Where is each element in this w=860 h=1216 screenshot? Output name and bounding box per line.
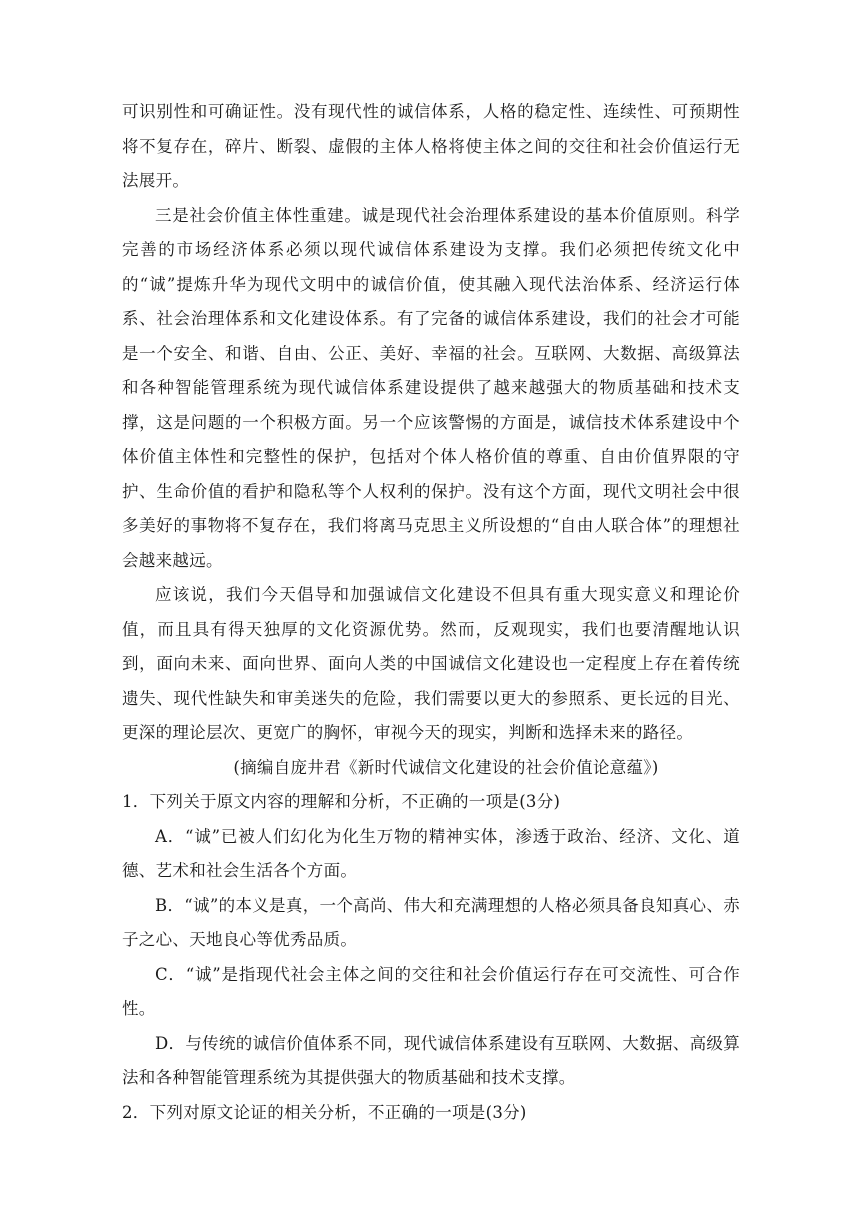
question-1-option-b: B．“诚”的本义是真，一个高尚、伟大和充满理想的人格必须具备良知真心、赤子之心、天地良心等优秀品质。 bbox=[122, 895, 740, 949]
question-1-option-d: D．与传统的诚信价值体系不同，现代诚信体系建设有互联网、大数据、高级算法和各种智能管理系统为其提供强大的物质基础和技术支撑。 bbox=[122, 1033, 740, 1087]
article-source: (摘编自庞井君《新时代诚信文化建设的社会价值论意蕴》) bbox=[233, 757, 659, 777]
question-1-option-a: A．“诚”已被人们幻化为化生万物的精神实体，渗透于政治、经济、文化、道德、艺术和社会生活各个方面。 bbox=[122, 826, 740, 880]
document-body bbox=[122, 95, 740, 1130]
question-1-option-c: C．“诚”是指现代社会主体之间的交往和社会价值运行存在可交流性、可合作性。 bbox=[122, 964, 740, 1018]
article-paragraph-2: 三是社会价值主体性重建。诚是现代社会治理体系建设的基本价值原则。科学完善的市场经济体系必须以现代诚信体系建设为支撑。我们必须把传统文化中的“诚”提炼升华为现代文明中的诚信价值，使其融入现代法治体系、经济运行体系、社会治理体系和文化建设体系。有了完备的诚信体系建设，我们的社会才可能是一个安全、和谐、自由、公正、美好、幸福的社会。互联网、大数据、高级算法和各种智能管理系统为现代诚信体系建设提供了越来越强大的物质基础和技术支撑，这是问题的一个积极方面。另一个应该警惕的方面是，诚信技术体系建设中个体价值主体性和完整性的保护，包括对个体人格价值的尊重、自由价值界限的守护、生命价值的看护和隐私等个人权利的保护。没有这个方面，现代文明社会中很多美好的事物将不复存在，我们将离马克思主义所设想的“自由人联合体”的理想社会越来越远。 bbox=[122, 205, 740, 570]
question-2-stem: 2．下列对原文论证的相关分析，不正确的一项是(3分) bbox=[122, 1102, 527, 1122]
article-paragraph-1: 可识别性和可确证性。没有现代性的诚信体系，人格的稳定性、连续性、可预期性将不复存在，碎片、断裂、虚假的主体人格将使主体之间的交往和社会价值运行无法展开。 bbox=[122, 102, 740, 190]
question-1-stem: 1．下列关于原文内容的理解和分析，不正确的一项是(3分) bbox=[122, 792, 561, 811]
article-paragraph-3: 应该说，我们今天倡导和加强诚信文化建设不但具有重大现实意义和理论价值，而且具有得天独厚的文化资源优势。然而，反观现实，我们也要清醒地认识到，面向未来、面向世界、面向人类的中国诚信文化建设也一定程度上存在着传统遗失、现代性缺失和审美迷失的危险，我们需要以更大的参照系、更长远的目光、更深的理论层次、更宽广的胸怀，审视今天的现实，判断和选择未来的路径。 bbox=[122, 585, 740, 742]
